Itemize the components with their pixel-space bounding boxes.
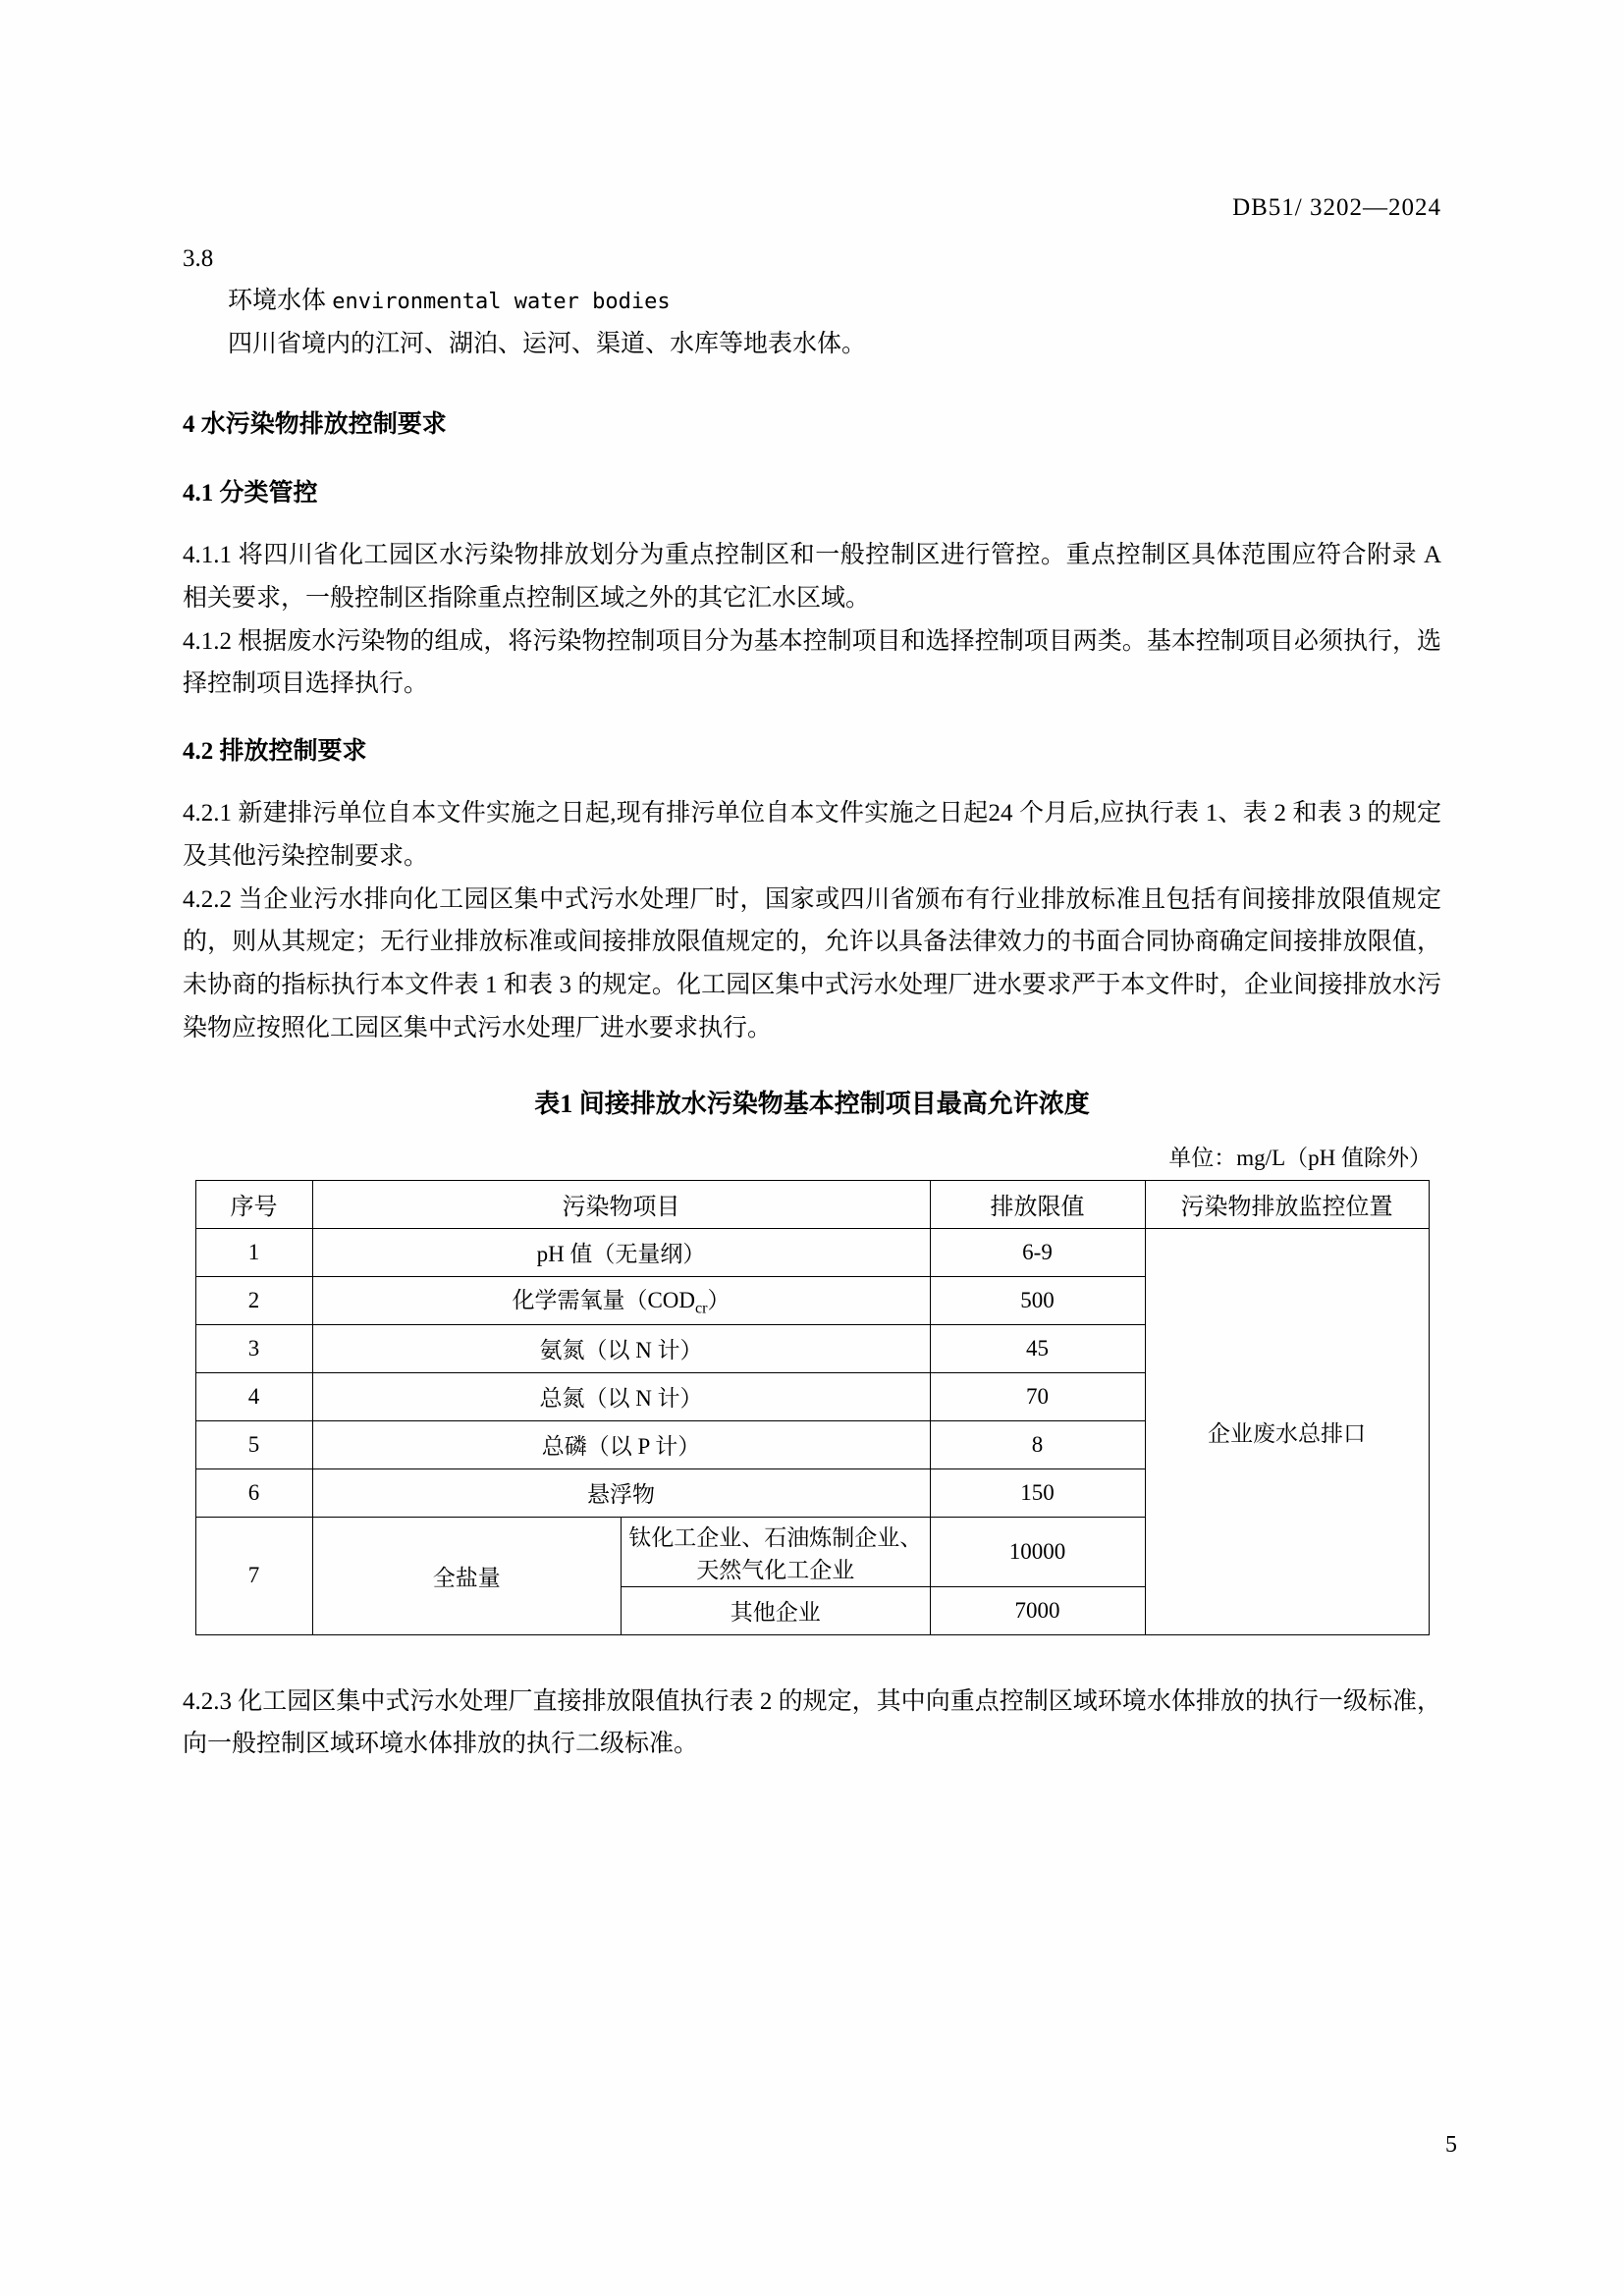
clause-3-8-number: 3.8 [183, 245, 214, 272]
cell-limit: 7000 [930, 1586, 1145, 1634]
term-english: environmental water bodies [332, 290, 671, 314]
clause-4-1-2: 4.1.2 根据废水污染物的组成，将污染物控制项目分为基本控制项目和选择控制项目两类。基本控制项目必须执行，选择控制项目选择执行。 [183, 627, 1441, 698]
cell-monitor-location: 企业废水总排口 [1145, 1228, 1429, 1634]
section-4-heading: 4 水污染物排放控制要求 [183, 411, 447, 438]
cell-no: 7 [195, 1517, 312, 1634]
cell-no: 6 [195, 1468, 312, 1517]
table-1-title: 表1 间接排放水污染物基本控制项目最高允许浓度 [534, 1089, 1090, 1118]
cell-limit: 6-9 [930, 1228, 1145, 1276]
cell-no: 5 [195, 1420, 312, 1468]
clause-4-1-1: 4.1.1 将四川省化工园区水污染物排放划分为重点控制区和一般控制区进行管控。重点控制区具体范围应符合附录 A 相关要求，一般控制区指除重点控制区域之外的其它汇水区域。 [183, 542, 1441, 612]
cell-limit: 70 [930, 1372, 1145, 1420]
section-4-1-heading: 4.1 分类管控 [183, 480, 318, 507]
cell-limit: 10000 [930, 1517, 1145, 1586]
section-4-2-heading: 4.2 排放控制要求 [183, 738, 367, 765]
clause-4-2-2: 4.2.2 当企业污水排向化工园区集中式污水处理厂时，国家或四川省颁布有行业排放标准且包括有间接排放限值规定的，则从其规定；无行业排放标准或间接排放限值规定的，允许以具备法律效力的书面合同协商确定间接排放限值，未协商的指标执行本文件表 1 和表 3 的规定。化工园区集中式污水处理厂进水要求严于本文件时，企业间接排放水污染物应按照化工园区集中式污水处理厂进水要求执行。 [183, 885, 1441, 1041]
header-cell-no: 序号 [195, 1180, 312, 1228]
table-1 [195, 1180, 1430, 1635]
cell-item: 其他企业 [622, 1586, 931, 1634]
table-header-row [195, 1180, 1429, 1228]
cell-no: 3 [195, 1324, 312, 1372]
cell-item: 氨氮（以 N 计） [312, 1324, 930, 1372]
cell-limit: 8 [930, 1420, 1145, 1468]
header-cell-location: 污染物排放监控位置 [1145, 1180, 1429, 1228]
cell-item: 总磷（以 P 计） [312, 1420, 930, 1468]
header-standard-code: DB51/ 3202—2024 [1232, 194, 1441, 221]
cell-no: 1 [195, 1228, 312, 1276]
table-1-unit-note: 单位：mg/L（pH 值除外） [1168, 1145, 1432, 1170]
cell-limit: 150 [930, 1468, 1145, 1517]
cell-item: pH 值（无量纲） [312, 1228, 930, 1276]
cell-no: 2 [195, 1276, 312, 1324]
page-number: 5 [1445, 2132, 1457, 2158]
clause-4-2-3: 4.2.3 化工园区集中式污水处理厂直接排放限值执行表 2 的规定，其中向重点控制区域环境水体排放的执行一级标准，向一般控制区域环境水体排放的执行二级标准。 [183, 1687, 1441, 1758]
cell-group-label: 全盐量 [312, 1517, 622, 1634]
header-cell-item: 污染物项目 [312, 1180, 930, 1228]
cell-item: 总氮（以 N 计） [312, 1372, 930, 1420]
clause-4-2-1: 4.2.1 新建排污单位自本文件实施之日起,现有排污单位自本文件实施之日起24 个月后,应执行表 1、表 2 和表 3 的规定及其他污染控制要求。 [183, 800, 1441, 870]
cell-item: 悬浮物 [312, 1468, 930, 1517]
term-3-8-definition: 四川省境内的江河、湖泊、运河、渠道、水库等地表水体。 [228, 331, 867, 357]
term-3-8 [183, 281, 1441, 316]
page-content [183, 0, 1441, 1766]
header-cell-limit: 排放限值 [930, 1180, 1145, 1228]
cell-limit: 45 [930, 1324, 1145, 1372]
cell-item: 化学需氧量$(COD_{cr})$ [312, 1276, 930, 1324]
cell-no: 4 [195, 1372, 312, 1420]
cell-limit: 500 [930, 1276, 1145, 1324]
term-chinese: 环境水体 [228, 288, 327, 314]
cell-item: 钛化工企业、石油炼制企业、天然气化工企业 [622, 1517, 931, 1586]
table-row [195, 1228, 1429, 1276]
